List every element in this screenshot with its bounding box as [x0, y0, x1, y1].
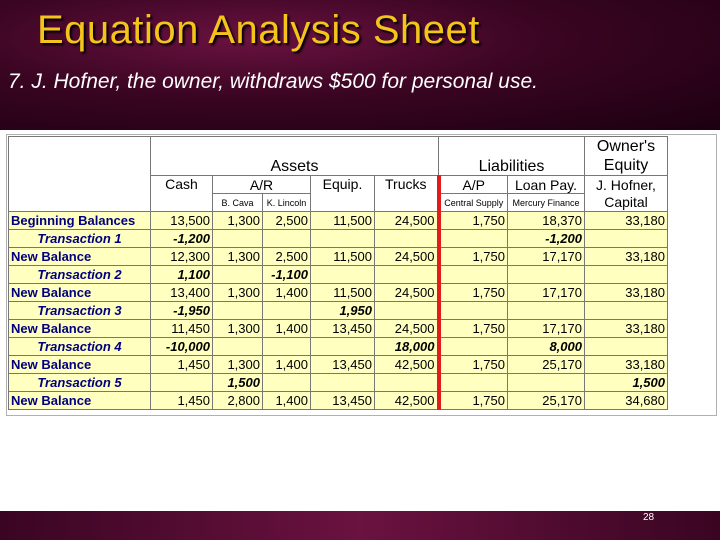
- cell-equip: 1,950: [311, 302, 375, 320]
- cell-ar2: [263, 338, 311, 356]
- cell-equip: 13,450: [311, 356, 375, 374]
- slide-header: [0, 0, 720, 130]
- cell-capital: 33,180: [585, 284, 668, 302]
- transaction-row: [9, 230, 668, 248]
- cell-ar2: 2,500: [263, 212, 311, 230]
- ap-header: A/P: [439, 176, 508, 194]
- row-label: New Balance: [9, 320, 151, 338]
- cell-ar1: [213, 338, 263, 356]
- balance-row: [9, 212, 668, 230]
- balance-row: [9, 320, 668, 338]
- cash-header: Cash: [151, 176, 213, 212]
- cell-cash: [151, 374, 213, 392]
- cell-ap: 1,750: [439, 284, 508, 302]
- cell-trucks: 42,500: [375, 392, 439, 410]
- loan-sub-mercury-finance: Mercury Finance: [508, 194, 585, 212]
- cell-ar2: 1,400: [263, 392, 311, 410]
- row-label: New Balance: [9, 392, 151, 410]
- cell-ap: 1,750: [439, 212, 508, 230]
- cell-cash: 1,450: [151, 356, 213, 374]
- slide-footer: [0, 511, 720, 540]
- cell-ap: [439, 266, 508, 284]
- cell-capital: 33,180: [585, 356, 668, 374]
- cell-equip: [311, 230, 375, 248]
- cell-ap: 1,750: [439, 392, 508, 410]
- corner-cell: [9, 137, 151, 212]
- cell-ar1: 2,800: [213, 392, 263, 410]
- transaction-row: [9, 266, 668, 284]
- balance-row: [9, 284, 668, 302]
- cell-ap: [439, 374, 508, 392]
- cell-ar2: [263, 230, 311, 248]
- ar-header: A/R: [213, 176, 311, 194]
- row-label: New Balance: [9, 248, 151, 266]
- cell-equip: 13,450: [311, 320, 375, 338]
- slide-subtitle: 7. J. Hofner, the owner, withdraws $500 for personal use.: [8, 70, 538, 93]
- cell-ap: 1,750: [439, 248, 508, 266]
- row-label: Transaction 1: [9, 230, 151, 248]
- cell-trucks: 24,500: [375, 248, 439, 266]
- balance-row: [9, 248, 668, 266]
- row-label: New Balance: [9, 284, 151, 302]
- cell-ar2: 2,500: [263, 248, 311, 266]
- cell-equip: 11,500: [311, 212, 375, 230]
- cell-ar1: 1,300: [213, 212, 263, 230]
- balance-row: [9, 392, 668, 410]
- cell-ar2: -1,100: [263, 266, 311, 284]
- cell-loan: 17,170: [508, 248, 585, 266]
- cell-loan: [508, 302, 585, 320]
- equation-analysis-table: [8, 136, 668, 410]
- cell-equip: [311, 266, 375, 284]
- cell-capital: [585, 230, 668, 248]
- cell-trucks: 42,500: [375, 356, 439, 374]
- cell-ar1: 1,300: [213, 320, 263, 338]
- cell-capital: 33,180: [585, 248, 668, 266]
- liabilities-header: Liabilities: [439, 137, 585, 176]
- transaction-row: [9, 374, 668, 392]
- cell-cash: 11,450: [151, 320, 213, 338]
- page-number: 28: [643, 512, 655, 523]
- cell-equip: [311, 374, 375, 392]
- cell-cash: 13,500: [151, 212, 213, 230]
- cell-cash: -10,000: [151, 338, 213, 356]
- cell-trucks: 24,500: [375, 320, 439, 338]
- cell-cash: -1,950: [151, 302, 213, 320]
- row-label: New Balance: [9, 356, 151, 374]
- cell-ar2: [263, 374, 311, 392]
- cell-loan: 17,170: [508, 320, 585, 338]
- slide-title: Equation Analysis Sheet: [37, 8, 480, 52]
- cell-ar2: 1,400: [263, 320, 311, 338]
- cell-capital: [585, 338, 668, 356]
- cell-trucks: [375, 230, 439, 248]
- cell-capital: [585, 302, 668, 320]
- trucks-header: Trucks: [375, 176, 439, 212]
- cell-loan: 25,170: [508, 356, 585, 374]
- cell-trucks: [375, 374, 439, 392]
- cell-equip: 11,500: [311, 248, 375, 266]
- cell-ar2: 1,400: [263, 284, 311, 302]
- data-rows: [9, 212, 668, 410]
- cell-equip: [311, 338, 375, 356]
- cell-ar1: 1,500: [213, 374, 263, 392]
- transaction-row: [9, 338, 668, 356]
- row-label: Beginning Balances: [9, 212, 151, 230]
- cell-capital: 34,680: [585, 392, 668, 410]
- row-label: Transaction 3: [9, 302, 151, 320]
- cell-cash: 1,100: [151, 266, 213, 284]
- owners-equity-header: Owner's Equity: [585, 137, 668, 176]
- cell-capital: 1,500: [585, 374, 668, 392]
- cell-loan: -1,200: [508, 230, 585, 248]
- cell-ar1: [213, 230, 263, 248]
- assets-header: Assets: [151, 137, 439, 176]
- cell-ar2: 1,400: [263, 356, 311, 374]
- balance-row: [9, 356, 668, 374]
- cell-ar1: 1,300: [213, 356, 263, 374]
- cell-ar1: [213, 302, 263, 320]
- cell-trucks: [375, 266, 439, 284]
- cell-trucks: 18,000: [375, 338, 439, 356]
- cell-capital: [585, 266, 668, 284]
- cell-cash: 12,300: [151, 248, 213, 266]
- cell-ap: [439, 338, 508, 356]
- cell-ap: 1,750: [439, 320, 508, 338]
- cell-ar2: [263, 302, 311, 320]
- cell-equip: 13,450: [311, 392, 375, 410]
- cell-ap: 1,750: [439, 356, 508, 374]
- cell-capital: 33,180: [585, 212, 668, 230]
- cell-loan: 8,000: [508, 338, 585, 356]
- capital-header: J. Hofner, Capital: [585, 176, 668, 212]
- cell-loan: [508, 374, 585, 392]
- cell-ar1: 1,300: [213, 284, 263, 302]
- cell-trucks: 24,500: [375, 284, 439, 302]
- cell-trucks: [375, 302, 439, 320]
- cell-loan: [508, 266, 585, 284]
- cell-ap: [439, 230, 508, 248]
- ap-sub-central-supply: Central Supply: [439, 194, 508, 212]
- cell-equip: 11,500: [311, 284, 375, 302]
- row-label: Transaction 2: [9, 266, 151, 284]
- cell-ar1: [213, 266, 263, 284]
- cell-trucks: 24,500: [375, 212, 439, 230]
- cell-loan: 18,370: [508, 212, 585, 230]
- cell-cash: 13,400: [151, 284, 213, 302]
- cell-ar1: 1,300: [213, 248, 263, 266]
- row-label: Transaction 4: [9, 338, 151, 356]
- cell-capital: 33,180: [585, 320, 668, 338]
- loan-header: Loan Pay.: [508, 176, 585, 194]
- ar-sub-cava: B. Cava: [213, 194, 263, 212]
- cell-loan: 17,170: [508, 284, 585, 302]
- cell-ap: [439, 302, 508, 320]
- equip-header: Equip.: [311, 176, 375, 212]
- ar-sub-lincoln: K. Lincoln: [263, 194, 311, 212]
- cell-cash: 1,450: [151, 392, 213, 410]
- row-label: Transaction 5: [9, 374, 151, 392]
- transaction-row: [9, 302, 668, 320]
- cell-cash: -1,200: [151, 230, 213, 248]
- cell-loan: 25,170: [508, 392, 585, 410]
